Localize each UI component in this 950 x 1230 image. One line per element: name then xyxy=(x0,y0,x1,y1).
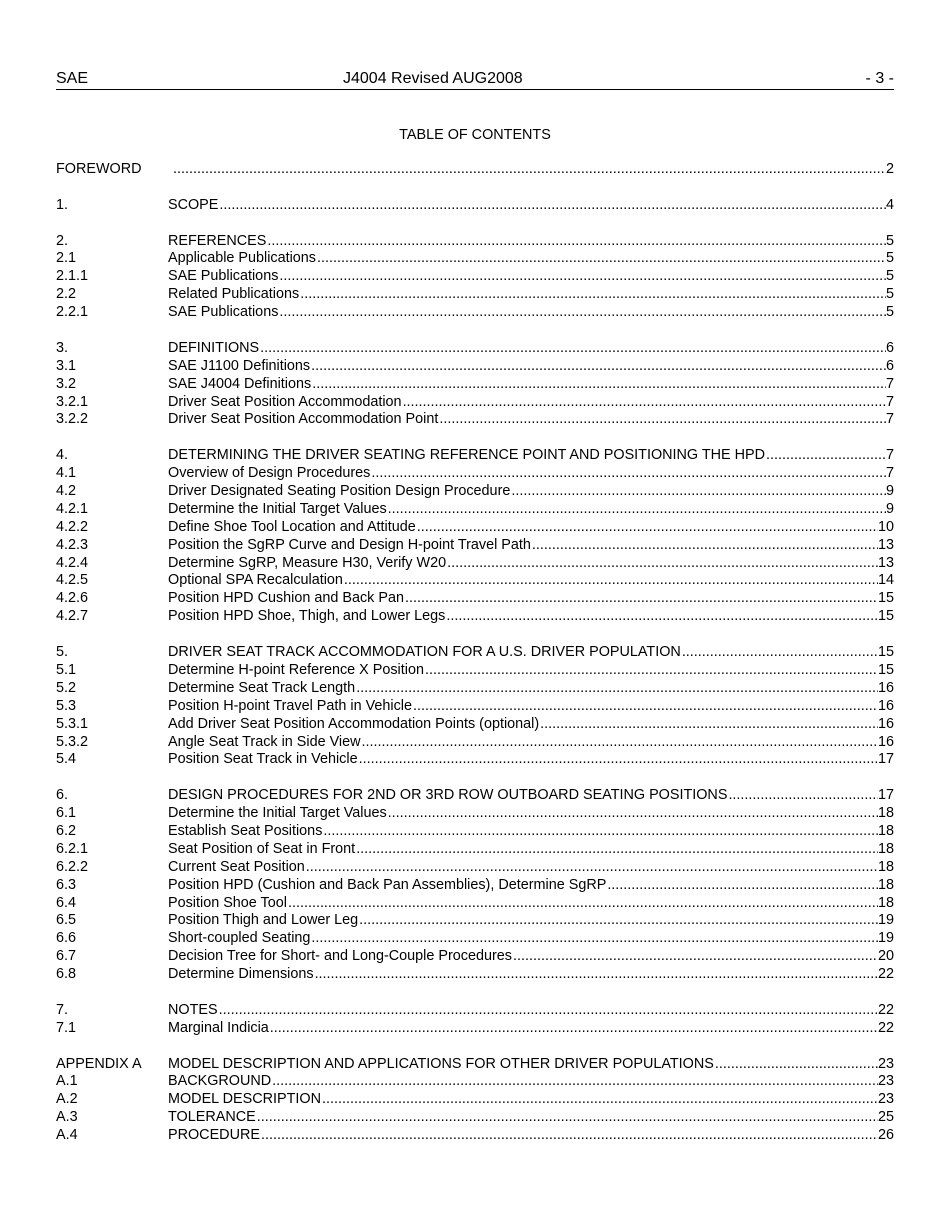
section-spacer xyxy=(56,1038,894,1056)
toc-entry-body xyxy=(168,1020,894,1038)
toc-entry-number: 2.1.1 xyxy=(56,268,89,285)
toc-entry-body xyxy=(168,608,894,626)
toc-entry-page: 18 xyxy=(877,822,894,839)
toc-entry[interactable] xyxy=(56,304,894,322)
toc-dot-leader xyxy=(606,877,878,895)
toc-dot-leader xyxy=(269,1020,878,1038)
toc-entry-number: 4. xyxy=(56,447,69,464)
toc-entry-title: Establish Seat Positions xyxy=(168,822,323,839)
toc-dot-leader xyxy=(287,895,878,913)
toc-entry-page: 22 xyxy=(877,1001,894,1018)
toc-entry-page: 26 xyxy=(877,1127,894,1144)
toc-entry-body xyxy=(168,376,894,394)
toc-entry-number: A.4 xyxy=(56,1127,78,1144)
toc-entry-number: 3.2 xyxy=(56,375,77,392)
toc-entry-page: 17 xyxy=(877,787,894,804)
toc-entry-number: 5.4 xyxy=(56,751,77,768)
toc-entry-title: NOTES xyxy=(168,1001,218,1018)
toc-entry-title: SCOPE xyxy=(168,196,219,213)
toc-entry[interactable] xyxy=(56,1073,894,1091)
toc-entry[interactable] xyxy=(56,1091,894,1109)
toc-entry[interactable] xyxy=(56,877,894,895)
toc-dot-leader xyxy=(172,161,886,179)
toc-entry-page: 5 xyxy=(885,304,894,321)
toc-entry-number: 6.8 xyxy=(56,966,77,983)
toc-entry-title: Determine Dimensions xyxy=(168,966,314,983)
toc-entry-page: 5 xyxy=(885,286,894,303)
toc-entry-page: 2 xyxy=(885,161,894,177)
toc-entry[interactable] xyxy=(56,572,894,590)
toc-entry-title: BACKGROUND xyxy=(168,1073,272,1090)
toc-entry-page: 19 xyxy=(877,912,894,929)
toc-entry-page: 25 xyxy=(877,1109,894,1126)
toc-entry-number: 7. xyxy=(56,1001,69,1018)
toc-entry-page: 10 xyxy=(877,518,894,535)
toc-entry-number: 4.2.5 xyxy=(56,572,89,589)
toc-entry-body xyxy=(168,716,894,734)
toc-entry-page: 5 xyxy=(885,268,894,285)
toc-entry-title: Define Shoe Tool Location and Attitude xyxy=(168,518,416,535)
toc-dot-leader xyxy=(681,644,878,662)
toc-entry-page: 22 xyxy=(877,1019,894,1036)
toc-entry-title: Determine SgRP, Measure H30, Verify W20 xyxy=(168,554,447,571)
toc-entry-body xyxy=(168,304,894,322)
toc-entry-body xyxy=(168,895,894,913)
toc-entry-number: 4.2.7 xyxy=(56,608,89,625)
toc-entry-body xyxy=(168,286,894,304)
section-spacer xyxy=(56,429,894,447)
toc-entry-number: 5.1 xyxy=(56,661,77,678)
toc-entry-title: Determine the Initial Target Values xyxy=(168,805,387,822)
toc-entry[interactable] xyxy=(56,608,894,626)
toc-entry[interactable] xyxy=(56,394,894,412)
section-spacer xyxy=(56,626,894,644)
toc-entry-number: 2.2.1 xyxy=(56,304,89,321)
toc-entry[interactable] xyxy=(56,948,894,966)
toc-entry-page: 4 xyxy=(885,196,894,213)
toc-entry-page: 18 xyxy=(877,876,894,893)
toc-entry-title: SAE Publications xyxy=(168,268,279,285)
toc-entry-page: 5 xyxy=(885,250,894,267)
toc-entry-body xyxy=(168,930,894,948)
toc-entry[interactable] xyxy=(56,680,894,698)
toc-entry[interactable] xyxy=(56,751,894,769)
toc-dot-leader xyxy=(765,447,886,465)
toc-entry[interactable] xyxy=(56,250,894,268)
toc-entry-number: 6.3 xyxy=(56,876,77,893)
toc-entry-body xyxy=(168,966,894,984)
toc-entry[interactable] xyxy=(56,734,894,752)
toc-dot-leader xyxy=(259,340,886,358)
toc-entry-number: 4.2.1 xyxy=(56,500,89,517)
toc-entry-title: Position Shoe Tool xyxy=(168,894,287,911)
toc-entry[interactable] xyxy=(56,340,894,358)
toc-dot-leader xyxy=(343,572,878,590)
toc-entry-title: Position the SgRP Curve and Design H-point Travel Path xyxy=(168,536,531,553)
toc-entry-number: 7.1 xyxy=(56,1019,77,1036)
toc-dot-leader xyxy=(299,286,886,304)
toc-entry-number: 4.2.2 xyxy=(56,518,89,535)
toc-entry-number: 2.1 xyxy=(56,250,77,267)
toc-entry-number: 6.1 xyxy=(56,805,77,822)
toc-entry-page: 15 xyxy=(877,590,894,607)
toc-entry-number: 2. xyxy=(56,232,69,249)
toc-entry-body xyxy=(168,501,894,519)
toc-entry-number: A.1 xyxy=(56,1073,78,1090)
toc-dot-leader xyxy=(539,716,878,734)
toc-entry-title: Short-coupled Seating xyxy=(168,930,311,947)
toc-entry-title: Position HPD Shoe, Thigh, and Lower Legs xyxy=(168,608,446,625)
toc-entry[interactable] xyxy=(56,805,894,823)
toc-entry-page: 7 xyxy=(885,447,894,464)
toc-entry[interactable] xyxy=(56,447,894,465)
toc-entry-body xyxy=(168,519,894,537)
toc-entry-body xyxy=(168,572,894,590)
toc-entry-number: 5.3.1 xyxy=(56,715,89,732)
toc-entry[interactable] xyxy=(56,590,894,608)
toc-entry-body xyxy=(168,948,894,966)
toc-entry-number: 5.3.2 xyxy=(56,733,89,750)
toc-entry-body xyxy=(172,161,894,179)
toc-entry[interactable] xyxy=(56,859,894,877)
section-spacer xyxy=(56,322,894,340)
toc-dot-leader xyxy=(256,1109,878,1127)
toc-entry-title: Optional SPA Recalculation xyxy=(168,572,343,589)
toc-dot-leader xyxy=(370,465,886,483)
section-spacer xyxy=(56,179,894,197)
toc-entry-page: 15 xyxy=(877,661,894,678)
toc-entry-number: 5. xyxy=(56,644,69,661)
toc-entry-page: 17 xyxy=(877,751,894,768)
toc-entry-body xyxy=(168,1127,894,1145)
toc-dot-leader xyxy=(531,537,878,555)
toc-entry-number: 6.2 xyxy=(56,822,77,839)
toc-entry-body xyxy=(168,680,894,698)
toc-entry-body xyxy=(168,1073,894,1091)
toc-dot-leader xyxy=(424,662,878,680)
toc-dot-leader xyxy=(278,268,886,286)
toc-entry-title: Position Thigh and Lower Leg xyxy=(168,912,359,929)
toc-entry-body xyxy=(168,805,894,823)
toc-entry-title: Driver Seat Position Accommodation xyxy=(168,393,402,410)
toc-entry-number: 3.1 xyxy=(56,357,77,374)
toc-entry[interactable] xyxy=(56,358,894,376)
toc-entry-number: 6.5 xyxy=(56,912,77,929)
toc-dot-leader xyxy=(387,501,886,519)
toc-entry[interactable] xyxy=(56,1020,894,1038)
toc-entry-body xyxy=(168,358,894,376)
toc-entry-body xyxy=(168,465,894,483)
toc-entry-page: 18 xyxy=(877,805,894,822)
toc-entry-page: 16 xyxy=(877,715,894,732)
toc-entry-page: 5 xyxy=(885,232,894,249)
toc-entry-body xyxy=(168,662,894,680)
toc-entry[interactable] xyxy=(56,233,894,251)
toc-dot-leader xyxy=(260,1127,878,1145)
section-spacer xyxy=(56,215,894,233)
toc-entry-title: Determine the Initial Target Values xyxy=(168,500,387,517)
toc-entry[interactable] xyxy=(56,912,894,930)
toc-entry-page: 18 xyxy=(877,840,894,857)
toc-entry-body xyxy=(168,644,894,662)
toc-entry-number: 6.2.2 xyxy=(56,858,89,875)
toc-entry-body xyxy=(168,590,894,608)
toc-entry-page: 19 xyxy=(877,930,894,947)
toc-entry-title: TOLERANCE xyxy=(168,1109,256,1126)
toc-entry-page: 7 xyxy=(885,465,894,482)
toc-entry-body xyxy=(168,483,894,501)
toc-entry-number: 1. xyxy=(56,196,69,213)
toc-entry-body xyxy=(168,233,894,251)
toc-entry-body xyxy=(168,411,894,429)
toc-entry-title: MODEL DESCRIPTION AND APPLICATIONS FOR OTHER DRIVER POPULATIONS xyxy=(168,1055,714,1072)
toc-dot-leader xyxy=(321,1091,878,1109)
page-header xyxy=(56,69,894,90)
toc-entry-page: 13 xyxy=(877,554,894,571)
toc-entry-page: 7 xyxy=(885,393,894,410)
toc-entry-body xyxy=(168,250,894,268)
table-of-contents xyxy=(56,161,894,1145)
toc-entry-number: 6. xyxy=(56,787,69,804)
toc-dot-leader xyxy=(446,555,878,573)
toc-entry-title: Determine H-point Reference X Position xyxy=(168,661,424,678)
toc-entry-title: Position HPD Cushion and Back Pan xyxy=(168,590,404,607)
toc-entry-page: 23 xyxy=(877,1055,894,1072)
toc-entry-body xyxy=(168,394,894,412)
toc-dot-leader xyxy=(387,805,878,823)
toc-entry-page: 20 xyxy=(877,948,894,965)
toc-entry-title: Seat Position of Seat in Front xyxy=(168,840,356,857)
header-page-number: - 3 - xyxy=(865,70,894,87)
toc-dot-leader xyxy=(416,519,878,537)
toc-entry-title: Position HPD (Cushion and Back Pan Assemblies), Determine SgRP xyxy=(168,876,607,893)
toc-entry-page: 18 xyxy=(877,894,894,911)
toc-entry-title: PROCEDURE xyxy=(168,1127,260,1144)
toc-entry[interactable] xyxy=(56,716,894,734)
toc-dot-leader xyxy=(310,358,886,376)
toc-entry-number: A.2 xyxy=(56,1091,78,1108)
toc-entry[interactable] xyxy=(56,1002,894,1020)
toc-entry-number: 4.2.6 xyxy=(56,590,89,607)
toc-entry[interactable] xyxy=(56,376,894,394)
toc-entry-page: 16 xyxy=(877,733,894,750)
toc-entry[interactable] xyxy=(56,537,894,555)
toc-entry-body xyxy=(168,859,894,877)
toc-entry[interactable] xyxy=(56,555,894,573)
toc-entry-title: Applicable Publications xyxy=(168,250,316,267)
toc-entry-title: DEFINITIONS xyxy=(168,339,260,356)
toc-entry[interactable] xyxy=(56,841,894,859)
toc-dot-leader xyxy=(358,751,878,769)
toc-entry-title: SAE J1100 Definitions xyxy=(168,357,311,374)
toc-entry[interactable] xyxy=(56,1127,894,1145)
toc-entry[interactable] xyxy=(56,930,894,948)
toc-entry-number: FOREWORD xyxy=(56,161,142,177)
toc-entry-body xyxy=(168,1109,894,1127)
toc-entry[interactable] xyxy=(56,286,894,304)
toc-entry-number: 2.2 xyxy=(56,286,77,303)
toc-entry-title: Overview of Design Procedures xyxy=(168,465,371,482)
header-org: SAE xyxy=(56,70,89,87)
toc-dot-leader xyxy=(512,948,878,966)
toc-dot-leader xyxy=(278,304,886,322)
toc-entry-number: 3.2.1 xyxy=(56,393,89,410)
toc-entry-page: 16 xyxy=(877,697,894,714)
toc-dot-leader xyxy=(316,250,886,268)
toc-dot-leader xyxy=(266,233,886,251)
toc-entry[interactable] xyxy=(56,1109,894,1127)
toc-entry[interactable] xyxy=(56,787,894,805)
toc-entry[interactable] xyxy=(56,644,894,662)
toc-entry-body xyxy=(168,698,894,716)
toc-dot-leader xyxy=(305,859,878,877)
toc-entry-page: 7 xyxy=(885,375,894,392)
toc-entry-page: 22 xyxy=(877,966,894,983)
toc-entry-body xyxy=(168,877,894,895)
section-spacer xyxy=(56,769,894,787)
toc-entry-number: 3.2.2 xyxy=(56,411,89,428)
toc-entry-number: 3. xyxy=(56,339,69,356)
toc-entry-page: 16 xyxy=(877,679,894,696)
toc-entry-page: 9 xyxy=(885,483,894,500)
toc-dot-leader xyxy=(322,823,878,841)
toc-entry-number: 4.2.4 xyxy=(56,554,89,571)
toc-dot-leader xyxy=(355,680,878,698)
toc-entry-number: 5.2 xyxy=(56,679,77,696)
toc-entry-page: 15 xyxy=(877,608,894,625)
toc-dot-leader xyxy=(271,1073,878,1091)
toc-entry-title: Position H-point Travel Path in Vehicle xyxy=(168,697,412,714)
toc-entry-body xyxy=(168,823,894,841)
toc-entry-title: SAE Publications xyxy=(168,304,279,321)
toc-entry-page: 18 xyxy=(877,858,894,875)
toc-entry-body xyxy=(168,787,894,805)
toc-entry-number: 4.2 xyxy=(56,483,77,500)
toc-entry-page: 13 xyxy=(877,536,894,553)
toc-dot-leader xyxy=(310,930,878,948)
toc-entry[interactable] xyxy=(56,483,894,501)
toc-dot-leader xyxy=(218,1002,878,1020)
toc-entry-title: Driver Seat Position Accommodation Point xyxy=(168,411,439,428)
toc-entry-number: 6.4 xyxy=(56,894,77,911)
toc-entry-page: 23 xyxy=(877,1091,894,1108)
toc-entry-page: 14 xyxy=(877,572,894,589)
toc-entry-number: 4.1 xyxy=(56,465,77,482)
toc-entry-title: DESIGN PROCEDURES FOR 2ND OR 3RD ROW OUTBOARD SEATING POSITIONS xyxy=(168,787,728,804)
toc-entry-page: 7 xyxy=(885,411,894,428)
toc-entry[interactable] xyxy=(56,519,894,537)
toc-dot-leader xyxy=(402,394,886,412)
toc-entry-number: 5.3 xyxy=(56,697,77,714)
toc-dot-leader xyxy=(314,966,878,984)
toc-entry[interactable] xyxy=(56,501,894,519)
toc-dot-leader xyxy=(218,197,886,215)
toc-dot-leader xyxy=(438,411,886,429)
toc-entry[interactable] xyxy=(56,268,894,286)
toc-entry[interactable] xyxy=(56,411,894,429)
toc-dot-leader xyxy=(358,912,878,930)
toc-entry[interactable] xyxy=(56,1056,894,1074)
toc-entry[interactable] xyxy=(56,823,894,841)
toc-entry-title: REFERENCES xyxy=(168,232,267,249)
toc-entry-title: MODEL DESCRIPTION xyxy=(168,1091,321,1108)
toc-entry-title: Determine Seat Track Length xyxy=(168,679,356,696)
toc-entry-body xyxy=(168,537,894,555)
toc-entry-page: 6 xyxy=(885,357,894,374)
toc-entry-page: 6 xyxy=(885,339,894,356)
toc-entry-body xyxy=(168,555,894,573)
toc-entry-number: 6.6 xyxy=(56,930,77,947)
toc-entry[interactable] xyxy=(56,197,894,215)
toc-entry[interactable] xyxy=(56,161,894,179)
header-document-id: J4004 Revised AUG2008 xyxy=(343,70,523,87)
toc-entry[interactable] xyxy=(56,966,894,984)
toc-entry-page: 15 xyxy=(877,644,894,661)
toc-entry-title: SAE J4004 Definitions xyxy=(168,375,312,392)
toc-entry[interactable] xyxy=(56,698,894,716)
toc-entry-body xyxy=(168,447,894,465)
toc-dot-leader xyxy=(445,608,878,626)
toc-entry[interactable] xyxy=(56,465,894,483)
toc-entry-number: 4.2.3 xyxy=(56,536,89,553)
toc-entry-number: 6.2.1 xyxy=(56,840,89,857)
toc-entry-number: 6.7 xyxy=(56,948,77,965)
toc-dot-leader xyxy=(361,734,878,752)
toc-entry-page: 23 xyxy=(877,1073,894,1090)
toc-entry-body xyxy=(168,197,894,215)
toc-entry-title: Marginal Indicia xyxy=(168,1019,269,1036)
toc-entry-body xyxy=(168,841,894,859)
toc-entry-body xyxy=(168,1002,894,1020)
toc-entry-title: Position Seat Track in Vehicle xyxy=(168,751,358,768)
toc-entry[interactable] xyxy=(56,662,894,680)
toc-dot-leader xyxy=(412,698,878,716)
toc-entry-body xyxy=(168,340,894,358)
toc-entry-number: A.3 xyxy=(56,1109,78,1126)
toc-entry-title: Current Seat Position xyxy=(168,858,305,875)
toc-entry-title: DRIVER SEAT TRACK ACCOMMODATION FOR A U.S. DRIVER POPULATION xyxy=(168,644,681,661)
toc-entry-number: APPENDIX A xyxy=(56,1055,142,1072)
toc-dot-leader xyxy=(355,841,878,859)
toc-dot-leader xyxy=(404,590,878,608)
toc-entry-body xyxy=(168,1056,894,1074)
toc-entry-body xyxy=(168,1091,894,1109)
toc-entry-body xyxy=(168,268,894,286)
toc-entry-page: 9 xyxy=(885,500,894,517)
section-spacer xyxy=(56,984,894,1002)
toc-entry-body xyxy=(168,751,894,769)
toc-entry-title: Related Publications xyxy=(168,286,300,303)
toc-dot-leader xyxy=(727,787,878,805)
toc-dot-leader xyxy=(510,483,886,501)
toc-dot-leader xyxy=(311,376,886,394)
toc-entry-title: DETERMINING THE DRIVER SEATING REFERENCE POINT AND POSITIONING THE HPD xyxy=(168,447,766,464)
toc-entry[interactable] xyxy=(56,895,894,913)
toc-entry-title: Add Driver Seat Position Accommodation Points (optional) xyxy=(168,715,540,732)
toc-entry-title: Driver Designated Seating Position Design Procedure xyxy=(168,483,511,500)
toc-title: TABLE OF CONTENTS xyxy=(399,127,551,143)
toc-entry-body xyxy=(168,734,894,752)
toc-entry-title: Angle Seat Track in Side View xyxy=(168,733,361,750)
toc-entry-body xyxy=(168,912,894,930)
toc-entry-title: Decision Tree for Short- and Long-Couple Procedures xyxy=(168,948,512,965)
toc-dot-leader xyxy=(714,1056,878,1074)
